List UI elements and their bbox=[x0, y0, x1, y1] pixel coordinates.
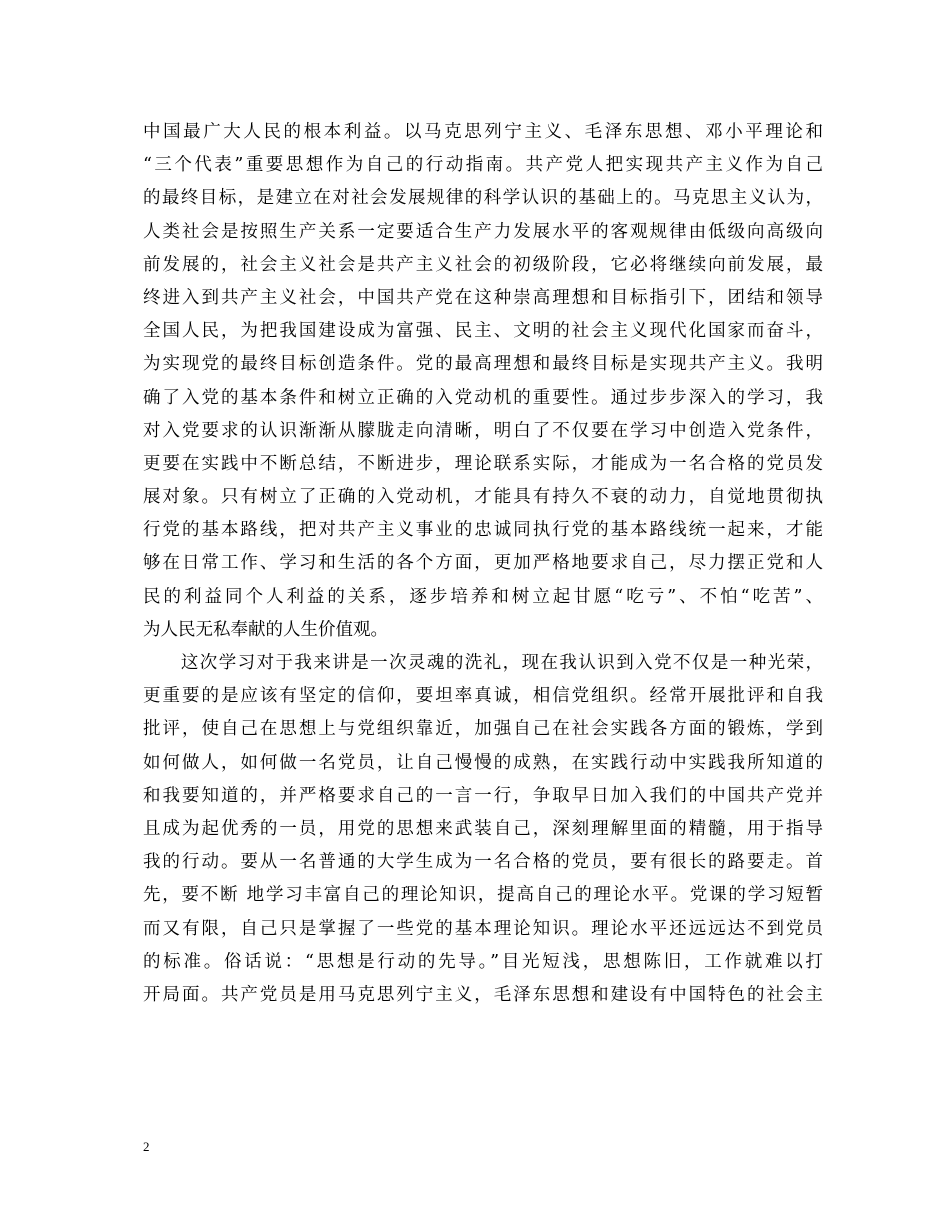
text-line: “三个代表”重要思想作为自己的行动指南。共产党人把实现共产主义作为自己 bbox=[143, 155, 823, 176]
text-line: 人类社会是按照生产关系一定要适合生产力发展水平的客观规律由低级向高级向 bbox=[143, 221, 823, 242]
text-line: 批评，使自己在思想上与党组织靠近，加强自己在社会实践各方面的锻炼，学到 bbox=[143, 719, 823, 740]
text-line: 更要在实践中不断总结，不断进步，理论联系实际，才能成为一名合格的党员发 bbox=[143, 453, 823, 474]
text-line: 而又有限，自己只是掌握了一些党的基本理论知识。理论水平还远远达不到党员 bbox=[143, 918, 823, 939]
text-line: 如何做人，如何做一名党员，让自己慢慢的成熟，在实践行动中实践我所知道的 bbox=[143, 752, 823, 773]
document-body bbox=[143, 116, 823, 1012]
page-number: 2 bbox=[143, 1139, 150, 1154]
text-line: 行党的基本路线，把对共产主义事业的忠诚同执行党的基本路线统一起来，才能 bbox=[143, 520, 823, 541]
text-line: 终进入到共产主义社会，中国共产党在这种崇高理想和目标指引下，团结和领导 bbox=[143, 287, 823, 308]
text-line: 为人民无私奉献的人生价值观。 bbox=[143, 619, 388, 640]
text-line: 全国人民，为把我国建设成为富强、民主、文明的社会主义现代化国家而奋斗， bbox=[143, 321, 823, 342]
text-line: 中国最广大人民的根本利益。以马克思列宁主义、毛泽东思想、邓小平理论和 bbox=[143, 122, 823, 142]
text-line: 更重要的是应该有坚定的信仰，要坦率真诚，相信党组织。经常开展批评和自我 bbox=[143, 686, 823, 707]
text-line: 民的利益同个人利益的关系，逐步培养和树立起甘愿“吃亏”、不怕“吃苦”、 bbox=[143, 586, 823, 607]
text-line: 且成为起优秀的一员，用党的思想来武装自己，深刻理解里面的精髓，用于指导 bbox=[143, 818, 823, 839]
text-line: 和我要知道的，并严格要求自己的一言一行，争取早日加入我们的中国共产党并 bbox=[143, 785, 823, 806]
text-line: 这次学习对于我来讲是一次灵魂的洗礼，现在我认识到入党不仅是一种光荣， bbox=[143, 653, 823, 673]
text-line: 先，要不断 地学习丰富自己的理论知识，提高自己的理论水平。党课的学习短暂 bbox=[143, 885, 823, 906]
text-line: 开局面。共产党员是用马克思列宁主义，毛泽东思想和建设有中国特色的社会主 bbox=[143, 984, 823, 1005]
text-line: 确了入党的基本条件和树立正确的入党动机的重要性。通过步步深入的学习，我 bbox=[143, 387, 823, 408]
text-line: 够在日常工作、学习和生活的各个方面，更加严格地要求自己，尽力摆正党和人 bbox=[143, 553, 823, 574]
text-line: 前发展的，社会主义社会是共产主义社会的初级阶段，它必将继续向前发展，最 bbox=[143, 254, 823, 275]
text-line: 的标准。俗话说：“思想是行动的先导。”目光短浅，思想陈旧，工作就难以打 bbox=[143, 951, 823, 972]
text-line: 我的行动。要从一名普通的大学生成为一名合格的党员，要有很长的路要走。首 bbox=[143, 852, 823, 873]
text-line: 的最终目标，是建立在对社会发展规律的科学认识的基础上的。马克思主义认为， bbox=[143, 188, 823, 209]
text-line: 对入党要求的认识渐渐从朦胧走向清晰，明白了不仅要在学习中创造入党条件， bbox=[143, 420, 823, 441]
text-line: 展对象。只有树立了正确的入党动机，才能具有持久不衰的动力，自觉地贯彻执 bbox=[143, 487, 823, 508]
text-line: 为实现党的最终目标创造条件。党的最高理想和最终目标是实现共产主义。我明 bbox=[143, 354, 823, 375]
